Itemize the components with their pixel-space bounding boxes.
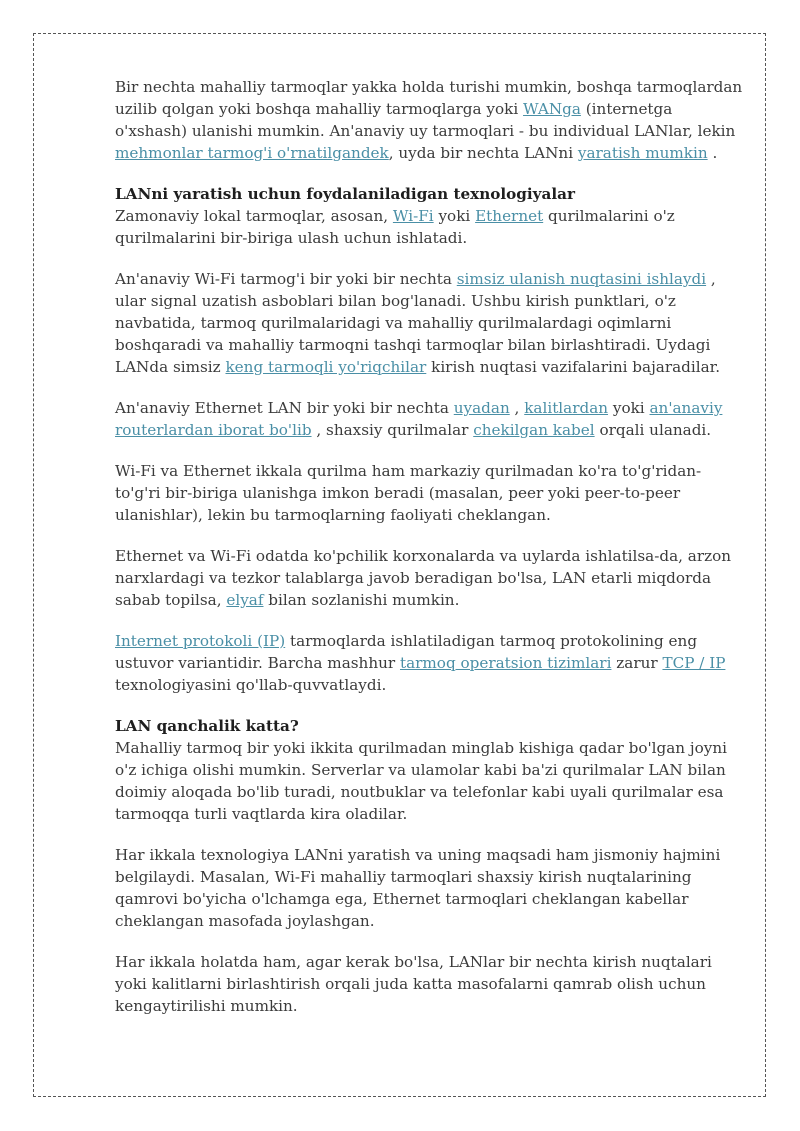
text: orqali ulanadi. (594, 421, 712, 439)
text: An'anaviy Wi-Fi tarmog'i bir yoki bir nechta (115, 270, 457, 288)
text: kirish nuqtasi vazifalarini bajaradilar. (426, 358, 721, 376)
paragraph-ip (115, 630, 745, 696)
text: tarmoqlarda ishlatiladigan tarmoq protokolining eng ustuvor variantidir. Barcha mashhur (115, 632, 698, 672)
paragraph-extension: Har ikkala holatda ham, agar kerak bo'lsa, LANlar bir nechta kirish nuqtalari yoki kalitlarni birlashtirish orqali juda katta masofalarni qamrab olish uchun kengaytirilishi mumkin. (115, 953, 712, 1015)
link-network-os[interactable]: tarmoq operatsion tizimlari (399, 654, 612, 672)
paragraph-physical-size: Har ikkala texnologiya LANni yaratish va uning maqsadi ham jismoniy hajmini belgilaydi. Masalan, Wi-Fi mahalliy tarmoqlari shaxsiy kirish nuqtalarining qamrovi bo'yicha o'lchamga ega, Ethernet tarmoqlari cheklangan kabellar cheklangan masofada joylashgan. (115, 846, 721, 930)
text: An'anaviy Ethernet LAN bir yoki bir nechta (115, 399, 454, 417)
link-tcp-ip[interactable]: TCP / IP (662, 654, 726, 672)
paragraph-local-networks (115, 76, 745, 164)
text: texnologiyasini qo'llab-quvvatlaydi. (115, 676, 387, 694)
link-access-point[interactable]: simsiz ulanish nuqtasini ishlaydi (456, 270, 707, 288)
paragraph-wifi-network (115, 268, 745, 378)
link-wan[interactable]: WANga (523, 100, 581, 118)
paragraph-peer-to-peer: Wi-Fi va Ethernet ikkala qurilma ham markaziy qurilmadan ko'ra to'g'ridan-to'g'ri bir-biriga ulanishga imkon beradi (masalan, peer yoki peer-to-peer ulanishlar), lekin bu tarmoqlarning faoliyati cheklangan. (115, 462, 702, 524)
link-broadband-router[interactable]: keng tarmoqli yo'riqchilar (225, 358, 427, 376)
text: (internetga o'xshash) ulanishi mumkin. An'anaviy uy tarmoqlari - bu individual LANlar, lekin (115, 100, 736, 140)
text: , shaxsiy qurilmalar (311, 421, 474, 439)
link-guest-network[interactable]: mehmonlar tarmog'i o'rnatilgandek (115, 144, 389, 162)
link-routers[interactable]: an'anaviy routerlardan iborat bo'lib (115, 399, 723, 439)
text: zarur (611, 654, 663, 672)
link-ethernet[interactable]: Ethernet (475, 207, 544, 225)
text: . (707, 144, 718, 162)
link-fiber[interactable]: elyaf (226, 591, 264, 609)
link-create-lan[interactable]: yaratish mumkin (577, 144, 708, 162)
text: yoki (608, 399, 650, 417)
paragraph-fiber (115, 545, 745, 611)
text: , (509, 399, 525, 417)
text: qurilmalarini o'z qurilmalarini bir-biriga ulash uchun ishlatadi. (115, 207, 675, 247)
link-switches[interactable]: kalitlardan (524, 399, 609, 417)
document-body (115, 76, 745, 1036)
link-internet-protocol[interactable]: Internet protokoli (IP) (115, 632, 286, 650)
paragraph-ethernet-lan (115, 397, 745, 441)
paragraph-lan-scale: Mahalliy tarmoq bir yoki ikkita qurilmadan minglab kishiga qadar bo'lgan joyni o'z ichiga olishi mumkin. Serverlar va ulamolar kabi ba'zi qurilmalar LAN bilan doimiy aloqada bo'lib turadi, noutbuklar va telefonlar kabi uyali qurilmalar esa tarmoqqa turli vaqtlarda kira oladilar. (115, 739, 727, 823)
link-wifi[interactable]: Wi-Fi (392, 207, 434, 225)
heading-technologies: LANni yaratish uchun foydalaniladigan texnologiyalar (115, 185, 575, 203)
text: Bir nechta mahalliy tarmoqlar yakka holda turishi mumkin, boshqa tarmoqlardan uzilib qolgan yoki boshqa mahalliy tarmoqlarga yoki (115, 78, 743, 118)
text: yoki (433, 207, 476, 225)
text: , uyda bir nechta LANni (388, 144, 578, 162)
text: Ethernet va Wi-Fi odatda ko'pchilik korxonalarda va uylarda ishlatilsa-da, arzon narxlardagi va tezkor talablarga javob beradigan bo'lsa, LAN etarli miqdorda sabab topilsa, (115, 547, 732, 609)
text: bilan sozlanishi mumkin. (263, 591, 460, 609)
paragraph-modern-lan (115, 205, 745, 249)
link-ethernet-cable[interactable]: chekilgan kabel (473, 421, 595, 439)
link-hubs[interactable]: uyadan (453, 399, 510, 417)
text: , ular signal uzatish asboblari bilan bog'lanadi. Ushbu kirish punktlari, o'z navbatida, tarmoq qurilmalaridagi va mahalliy qurilmalardagi oqimlarni boshqaradi va mahalliy tarmoqni tashqi tarmoqlar bilan birlashtiradi. Uydagi LANda simsiz (115, 270, 716, 376)
heading-lan-size: LAN qanchalik katta? (115, 717, 299, 735)
text: Zamonaviy lokal tarmoqlar, asosan, (115, 207, 393, 225)
